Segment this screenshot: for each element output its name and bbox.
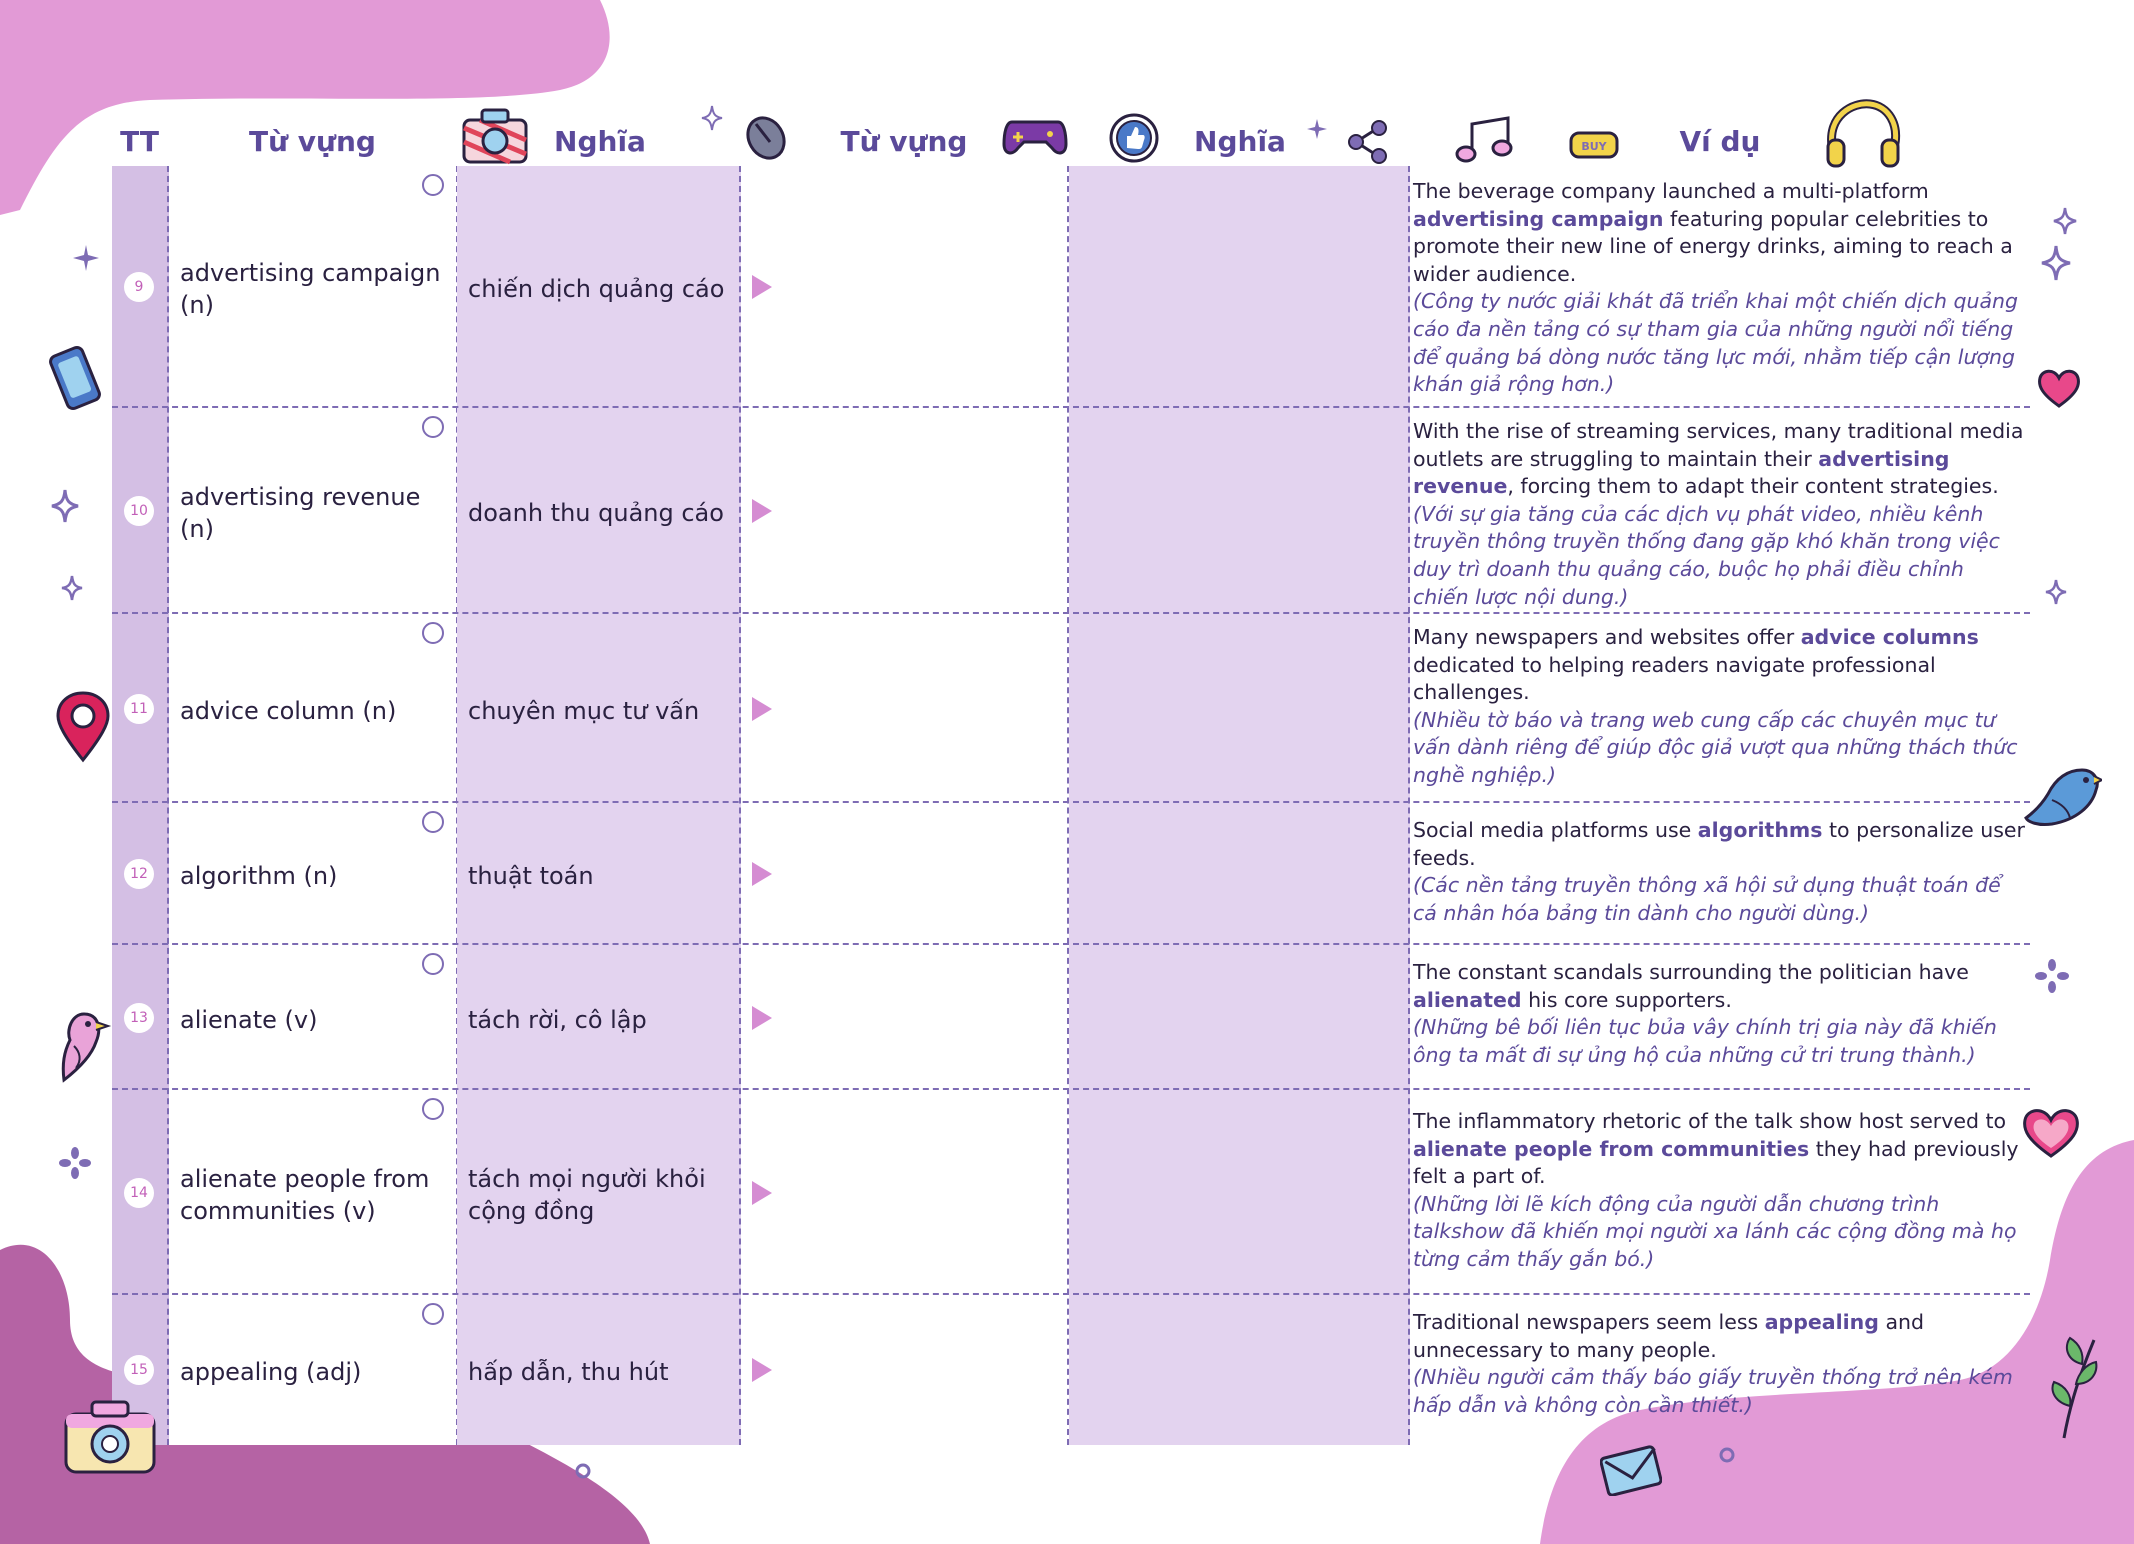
envelope-icon — [1600, 1444, 1662, 1496]
checkbox-circle[interactable] — [422, 1098, 444, 1120]
vocab-meaning: chiến dịch quảng cáo — [468, 275, 725, 303]
example-text — [1413, 959, 2025, 1069]
header-meaning: Nghĩa — [554, 125, 646, 158]
example-sentence-start: Social media platforms use — [1413, 818, 1698, 842]
camera-icon — [460, 106, 530, 166]
play-arrow-icon — [752, 697, 772, 721]
gamepad-icon — [1002, 114, 1068, 158]
example-sentence-end: and unnecessary to many people. — [1413, 1310, 1925, 1362]
ring-dot-icon — [574, 1462, 592, 1480]
example-sentence-start: Many newspapers and websites offer — [1413, 625, 1801, 649]
example-sentence-start: Traditional newspapers seem less — [1413, 1310, 1765, 1334]
buy-tag-icon — [1568, 130, 1620, 160]
sparkle-icon — [50, 488, 80, 524]
example-text — [1413, 817, 2025, 927]
table-row — [112, 1090, 2030, 1295]
example-highlight: algorithms — [1697, 818, 1823, 842]
table-row — [112, 1295, 2030, 1445]
buy-tag-label: BUY — [1581, 140, 1607, 153]
row-number: 15 — [124, 1355, 154, 1385]
vocab-term: advertising revenue (n) — [180, 483, 421, 543]
table-row — [112, 408, 2030, 614]
example-sentence-end: featuring popular celebrities to promote their new line of energy drinks, aiming to reach a wider audience. — [1413, 206, 2013, 286]
play-arrow-icon — [752, 275, 772, 299]
vocab-meaning: tách mọi người khỏi cộng đồng — [468, 1164, 706, 1225]
table-row — [112, 166, 2030, 408]
example-sentence-start: The beverage company launched a multi-platform — [1413, 179, 1929, 203]
thumbs-up-icon — [1108, 112, 1160, 164]
row-number: 14 — [124, 1178, 154, 1208]
vocab-meaning: doanh thu quảng cáo — [468, 499, 724, 527]
checkbox-circle[interactable] — [422, 811, 444, 833]
example-translation: (Những bê bối liên tục bủa vây chính trị gia này đã khiến ông ta mất đi sự ủng hộ của những cử tri trung thành.) — [1413, 1015, 1997, 1067]
header-vocab: Từ vựng — [249, 125, 376, 158]
heart-icon — [2036, 368, 2082, 410]
star-sparkle-icon — [72, 244, 100, 272]
vocab-term: appealing (adj) — [180, 1358, 362, 1386]
leaf-branch-icon — [2046, 1334, 2102, 1440]
sparkle-icon — [2040, 244, 2072, 282]
example-translation: (Nhiều người cảm thấy báo giấy truyền thống trở nên kém hấp dẫn và không còn cần thiết.) — [1413, 1365, 2013, 1417]
example-highlight: alienated — [1413, 987, 1522, 1012]
example-sentence-end: to personalize user feeds. — [1413, 818, 2025, 870]
checkbox-circle[interactable] — [422, 622, 444, 644]
example-highlight: advertising campaign — [1413, 206, 1664, 231]
example-translation: (Các nền tảng truyền thông xã hội sử dụng thuật toán để cá nhân hóa bảng tin dành cho người dùng.) — [1413, 873, 2001, 925]
music-note-icon — [1452, 114, 1514, 166]
header-meaning-2: Nghĩa — [1194, 125, 1286, 158]
sparkle-icon — [2044, 578, 2068, 606]
header-tt: TT — [120, 125, 159, 158]
example-highlight: advertising revenue — [1413, 446, 1950, 499]
play-arrow-icon — [752, 1006, 772, 1030]
checkbox-circle[interactable] — [422, 174, 444, 196]
row-number: 13 — [124, 1003, 154, 1033]
vocab-term: advertising campaign (n) — [180, 259, 441, 319]
vocab-meaning: hấp dẫn, thu hút — [468, 1358, 669, 1386]
location-pin-icon — [54, 690, 112, 764]
vocab-term: alienate (v) — [180, 1005, 318, 1034]
sparkle-icon — [60, 574, 84, 602]
table-row — [112, 614, 2030, 803]
example-text — [1413, 1108, 2025, 1274]
example-highlight: alienate people from communities — [1413, 1136, 1810, 1161]
row-number: 11 — [124, 694, 154, 724]
header-vocab-2: Từ vựng — [840, 125, 968, 158]
checkbox-circle[interactable] — [422, 953, 444, 975]
vocab-term: advice column (n) — [180, 696, 397, 725]
example-sentence-end: his core supporters. — [1521, 987, 1732, 1012]
headphones-icon — [1822, 96, 1902, 172]
table-row — [112, 803, 2030, 945]
row-number: 10 — [124, 496, 154, 526]
row-number: 12 — [124, 859, 154, 889]
table-row — [112, 945, 2030, 1090]
header-example: Ví dụ — [1679, 125, 1761, 158]
example-sentence-end: they had previously felt a part of. — [1413, 1136, 2019, 1189]
checkbox-circle[interactable] — [422, 1303, 444, 1325]
play-arrow-icon — [752, 862, 772, 886]
example-sentence-start: The constant scandals surrounding the politician have — [1413, 960, 1969, 984]
bird-icon — [2022, 760, 2102, 832]
example-sentence-end: , forcing them to adapt their content strategies. — [1507, 474, 1999, 499]
example-text — [1413, 1309, 2025, 1419]
vocab-term: algorithm (n) — [180, 862, 338, 890]
example-translation: (Những lời lẽ kích động của người dẫn chương trình talkshow đã khiến mọi người xa lánh các cộng đồng mà họ từng cảm thấy gắn bó.) — [1413, 1191, 2017, 1271]
example-text — [1413, 624, 2025, 790]
vocab-meaning: chuyên mục tư vấn — [468, 696, 700, 725]
ring-dot-icon — [1718, 1446, 1736, 1464]
bird-icon — [52, 1008, 112, 1084]
play-arrow-icon — [752, 1181, 772, 1205]
checkbox-circle[interactable] — [422, 416, 444, 438]
vocab-meaning: thuật toán — [468, 862, 594, 890]
row-number: 9 — [124, 272, 154, 302]
example-sentence-start: With the rise of streaming services, many traditional media outlets are struggling to maintain their — [1413, 419, 2024, 471]
vocab-meaning: tách rời, cô lập — [468, 1005, 647, 1034]
flower-sparkle-icon — [58, 1146, 92, 1180]
example-highlight: advice columns — [1800, 625, 1979, 649]
phone-icon — [46, 344, 108, 414]
star-sparkle-icon — [1306, 118, 1328, 140]
flower-sparkle-icon — [2034, 958, 2070, 994]
vocab-term: alienate people from communities (v) — [180, 1164, 430, 1225]
sparkle-icon — [2052, 206, 2078, 236]
mouse-icon — [742, 112, 790, 162]
example-highlight: appealing — [1764, 1310, 1879, 1334]
example-sentence-end: dedicated to helping readers navigate professional challenges. — [1413, 652, 1936, 705]
play-arrow-icon — [752, 499, 772, 523]
example-translation: (Với sự gia tăng của các dịch vụ phát video, nhiều kênh truyền thông truyền thống đang gặp khó khăn trong việc duy trì doanh thu quảng cáo, buộc họ phải điều chỉnh chiến lược nội dung.) — [1413, 501, 2000, 609]
example-translation: (Nhiều tờ báo và trang web cung cấp các chuyên mục tư vấn dành riêng để giúp độc giả vượt qua những thách thức nghề nghiệp.) — [1413, 707, 2018, 787]
sparkle-icon — [700, 104, 724, 132]
example-translation: (Công ty nước giải khát đã triển khai một chiến dịch quảng cáo đa nền tảng có sự tham gia của những người nổi tiếng để quảng bá dòng nước tăng lực mới, nhằm tiếp cận lượng khán giả rộng hơn.) — [1413, 289, 2019, 397]
example-text — [1413, 178, 2025, 399]
example-text — [1413, 418, 2025, 611]
play-arrow-icon — [752, 1358, 772, 1382]
share-icon — [1346, 118, 1390, 166]
example-sentence-start: The inflammatory rhetoric of the talk show host served to — [1413, 1109, 2007, 1133]
